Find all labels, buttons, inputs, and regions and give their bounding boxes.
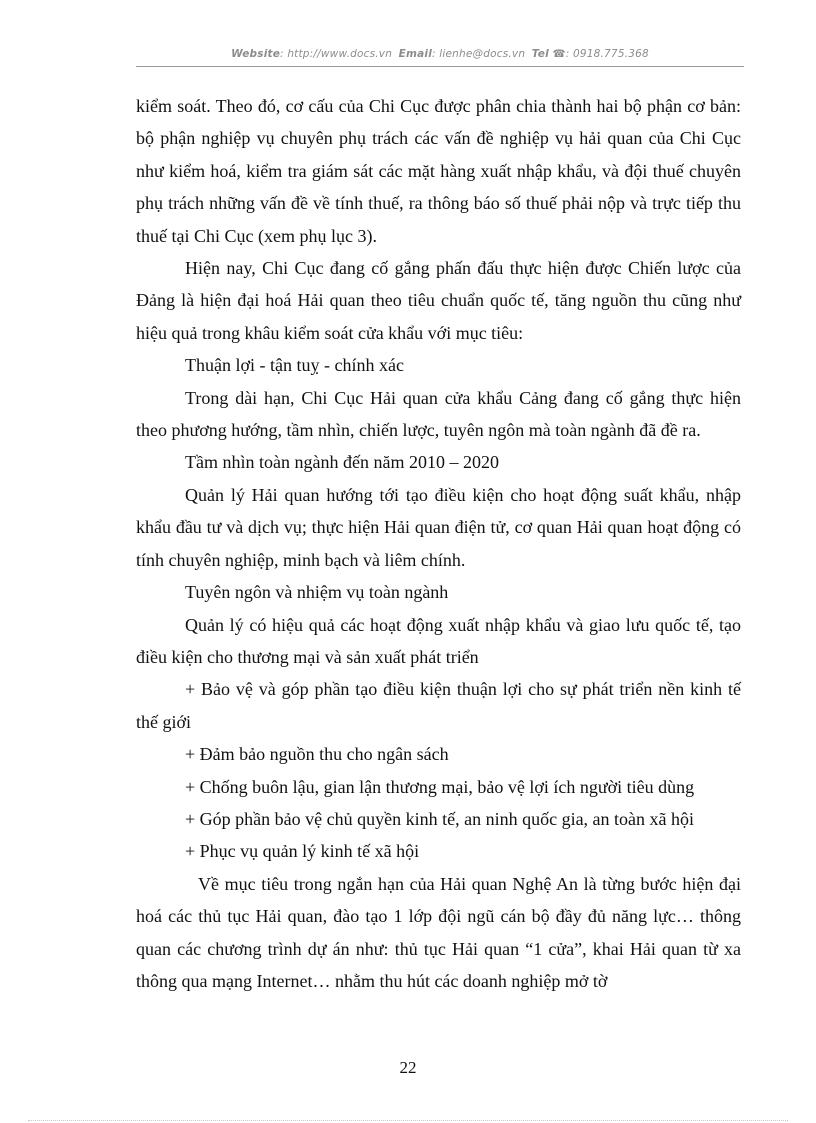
list-item: + Góp phần bảo vệ chủ quyền kinh tế, an ninh quốc gia, an toàn xã hội <box>185 808 695 829</box>
paragraph: Quản lý có hiệu quả các hoạt động xuất nhập khẩu và giao lưu quốc tế, tạo điều kiện cho thương mại và sản xuất phát triển <box>136 614 741 667</box>
paragraph: Trong dài hạn, Chi Cục Hải quan cửa khẩu Cảng đang cố gắng thực hiện theo phương hướng, tầm nhìn, chiến lược, tuyên ngôn mà toàn ngành đã đề ra. <box>136 387 741 441</box>
email-value: : lienhe@docs.vn <box>432 48 526 60</box>
page-number: 22 <box>399 1058 417 1077</box>
section-heading: Tầm nhìn toàn ngành đến năm 2010 – 2020 <box>185 452 499 473</box>
paragraph: Quản lý Hải quan hướng tới tạo điều kiện cho hoạt động suất khẩu, nhập khẩu đầu tư và dịch vụ; thực hiện Hải quan điện tử, cơ quan Hải quan hoạt động có tính chuyên nghiệp, minh bạch và liêm chính. <box>136 484 741 570</box>
website-value: : http://www.docs.vn <box>280 48 393 60</box>
footer-divider <box>28 1120 788 1121</box>
paragraph: kiểm soát. Theo đó, cơ cấu của Chi Cục được phân chia thành hai bộ phận cơ bản: bộ phận nghiệp vụ chuyên phụ trách các vấn đề nghiệp vụ hải quan của Chi Cục như kiểm hoá, kiểm tra giám sát các mặt hàng xuất nhập khẩu, và đội thuế chuyên phụ trách những vấn đề về tính thuế, ra thông báo số thuế phải nộp và trực tiếp thu thuế tại Chi Cục (xem phụ lục 3). <box>136 96 741 246</box>
email-label: Email <box>398 48 433 60</box>
motto-line: Thuận lợi - tận tuỵ - chính xác <box>185 355 404 376</box>
list-item: + Bảo vệ và góp phần tạo điều kiện thuận lợi cho sự phát triển nền kinh tế thế giới <box>136 679 741 732</box>
paragraph: Hiện nay, Chi Cục đang cố gắng phấn đấu thực hiện được Chiến lược của Đảng là hiện đại hoá Hải quan theo tiêu chuẩn quốc tế, tăng nguồn thu cũng như hiệu quả trong khâu kiểm soát cửa khẩu với mục tiêu: <box>136 258 741 343</box>
phone-icon: ☎ <box>552 48 566 60</box>
tel-value: : 0918.775.368 <box>565 48 649 60</box>
list-item: + Đảm bảo nguồn thu cho ngân sách <box>185 744 449 765</box>
website-label: Website <box>231 48 281 60</box>
paragraph: Về mục tiêu trong ngắn hạn của Hải quan Nghệ An là từng bước hiện đại hoá các thủ tục Hải quan, đào tạo 1 lớp đội ngũ cán bộ đầy đủ năng lực… thông quan các chương trình dự án như: thủ tục Hải quan “1 cửa”, khai Hải quan từ xa thông qua mạng Internet… nhằm thu hút các doanh nghiệp mở tờ <box>136 873 741 991</box>
tel-label: Tel <box>531 48 549 60</box>
section-heading: Tuyên ngôn và nhiệm vụ toàn ngành <box>185 582 449 603</box>
list-item: + Chống buôn lậu, gian lận thương mại, bảo vệ lợi ích người tiêu dùng <box>185 776 695 797</box>
list-item: + Phục vụ quản lý kinh tế xã hội <box>185 841 420 862</box>
page-header <box>136 48 744 60</box>
header-divider <box>136 66 744 67</box>
document-body <box>136 90 741 997</box>
